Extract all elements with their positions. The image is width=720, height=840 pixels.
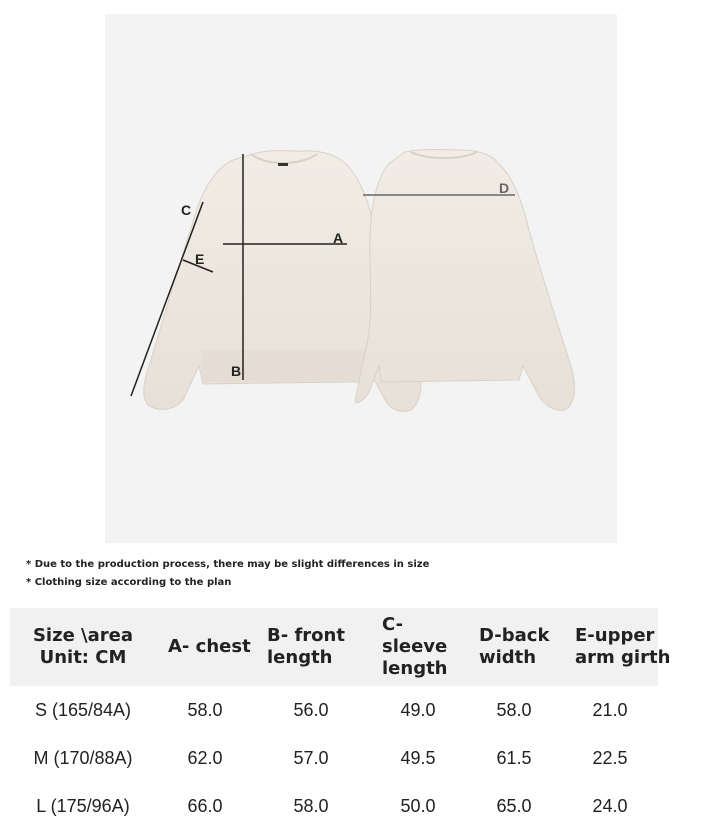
- header-sleeve-length: C- sleeve length: [382, 614, 448, 679]
- table-row: [10, 734, 710, 782]
- cell-back-width: 58.0: [496, 699, 532, 720]
- size-notes: [26, 556, 429, 592]
- size-table: [10, 608, 710, 830]
- header-chest: A- chest: [168, 636, 251, 657]
- back-sweatshirt: [355, 150, 574, 411]
- note-production: * Due to the production process, there may be slight differences in size: [26, 559, 430, 570]
- header-back-width: D-back width: [479, 625, 550, 668]
- cell-upper-arm-girth: 24.0: [592, 795, 628, 816]
- label-e: E: [195, 251, 205, 267]
- cell-chest: 58.0: [187, 699, 223, 720]
- label-d: D: [499, 180, 510, 196]
- sweatshirt-diagram: [105, 14, 617, 543]
- cell-chest: 62.0: [187, 747, 223, 768]
- header-size: Size \area Unit: CM: [32, 625, 134, 668]
- label-b: B: [231, 363, 242, 379]
- size-table-header: [10, 608, 710, 686]
- product-photo: [105, 14, 617, 543]
- cell-sleeve-length: 49.0: [400, 699, 436, 720]
- cell-back-width: 65.0: [496, 795, 532, 816]
- header-upper-arm-girth: E-upper arm girth: [575, 625, 671, 668]
- header-front-length: B- front length: [267, 625, 345, 668]
- cell-upper-arm-girth: 21.0: [592, 699, 628, 720]
- cell-size: L (175/96A): [36, 795, 130, 816]
- cell-front-length: 58.0: [293, 795, 329, 816]
- note-plan: * Clothing size according to the plan: [26, 577, 232, 588]
- cell-upper-arm-girth: 22.5: [592, 747, 628, 768]
- cell-size: S (165/84A): [34, 699, 132, 720]
- table-row: [10, 782, 710, 830]
- table-row: [10, 686, 710, 734]
- cell-back-width: 61.5: [496, 747, 532, 768]
- cell-front-length: 57.0: [293, 747, 329, 768]
- cell-sleeve-length: 49.5: [400, 747, 436, 768]
- cell-chest: 66.0: [187, 795, 223, 816]
- cell-front-length: 56.0: [293, 699, 329, 720]
- cell-size: M (170/88A): [33, 747, 133, 768]
- label-c: C: [181, 202, 192, 218]
- cell-sleeve-length: 50.0: [400, 795, 436, 816]
- label-a: A: [333, 230, 344, 246]
